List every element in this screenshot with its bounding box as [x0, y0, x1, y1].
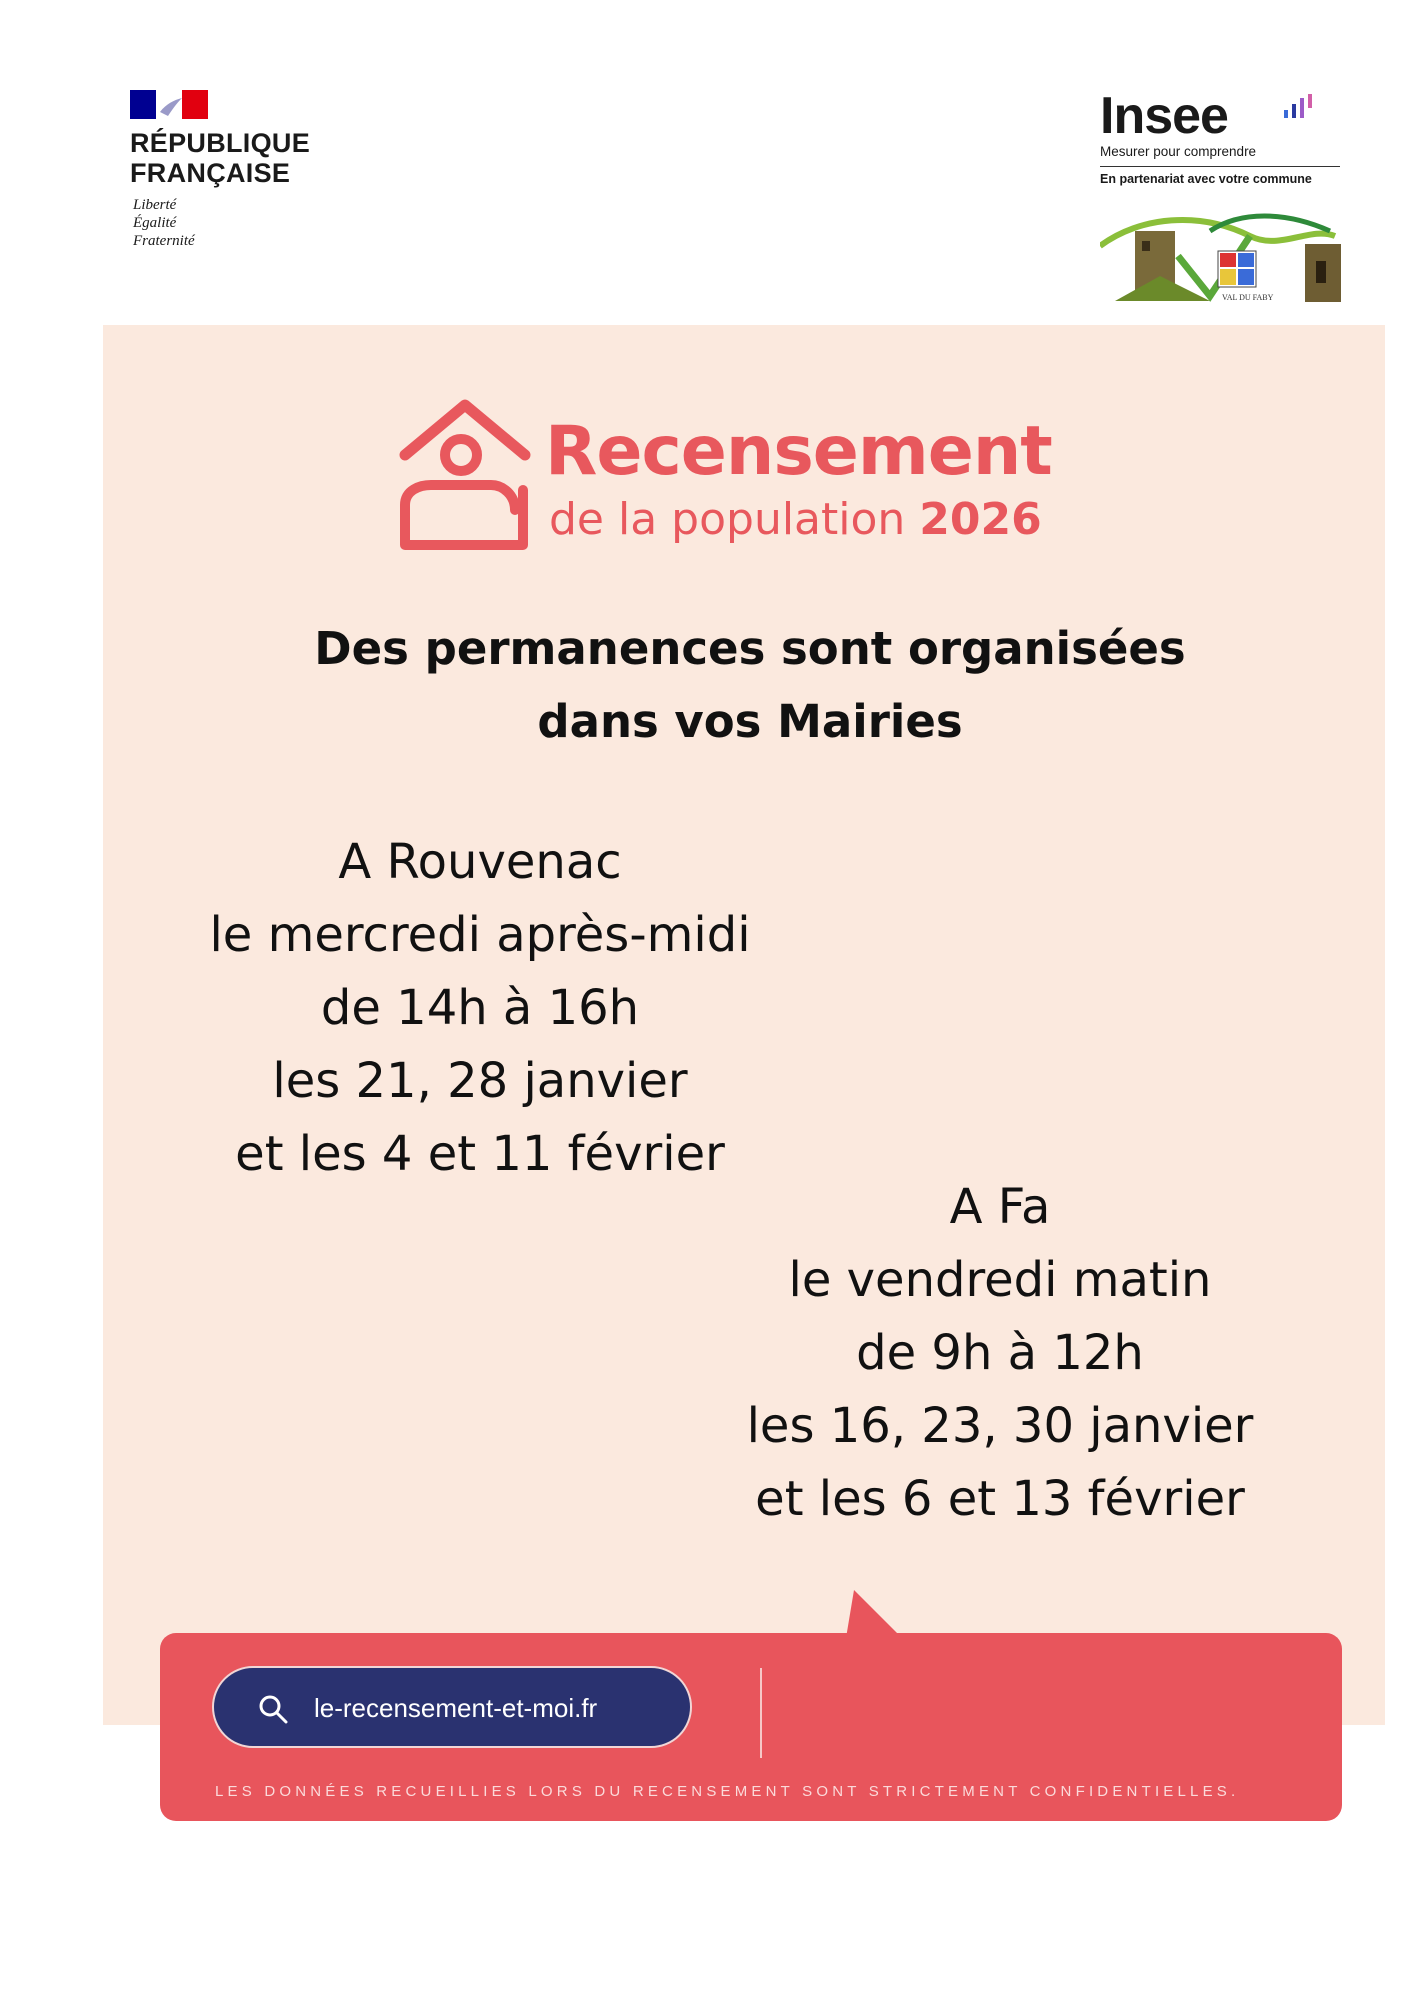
schedule-line: et les 4 et 11 février [235, 1126, 725, 1182]
schedule-fa [695, 1171, 1305, 1536]
divider [760, 1668, 762, 1758]
website-link[interactable] [212, 1666, 692, 1748]
schedule-line: les 21, 28 janvier [272, 1053, 688, 1109]
schedule-line: de 14h à 16h [320, 980, 640, 1036]
divider [1100, 166, 1340, 167]
headline [150, 612, 1350, 758]
marianne-flag-icon [130, 90, 208, 119]
insee-tagline: Mesurer pour comprendre [1100, 144, 1257, 159]
logo-subtitle-text: de la population [549, 494, 906, 545]
search-icon [258, 1694, 288, 1724]
schedule-line: A Rouvenac [338, 834, 622, 890]
website-url: le-recensement-et-moi.fr [314, 1693, 598, 1723]
rf-motto: Liberté Égalité Fraternité [133, 197, 195, 249]
headline-line-1: Des permanences sont organisées [314, 622, 1186, 675]
logo-year: 2026 [919, 494, 1042, 545]
recensement-logo [395, 395, 1095, 575]
logo-title: Recensement [545, 412, 1052, 491]
insee-logo [1100, 88, 1350, 308]
svg-text:VAL DU FABY: VAL DU FABY [1222, 293, 1274, 302]
schedule-rouvenac [150, 826, 810, 1191]
footer-banner [160, 1633, 1342, 1821]
schedule-line: le mercredi après-midi [209, 907, 751, 963]
schedule-line: le vendredi matin [788, 1252, 1212, 1308]
headline-line-2: dans vos Mairies [537, 695, 963, 748]
schedule-line: de 9h à 12h [856, 1325, 1144, 1381]
republique-francaise-logo [130, 90, 390, 260]
insee-bars-icon [1284, 94, 1314, 124]
insee-wordmark: Insee [1100, 87, 1228, 145]
logo-subtitle [549, 495, 1042, 545]
schedule-line: et les 6 et 13 février [755, 1471, 1245, 1527]
confidentiality-note: LES DONNÉES RECUEILLIES LORS DU RECENSEMENT SONT STRICTEMENT CONFIDENTIELLES. [215, 1783, 1240, 1800]
house-person-icon [395, 395, 535, 555]
rf-title: RÉPUBLIQUE FRANÇAISE [130, 128, 311, 188]
commune-logo [1100, 206, 1350, 306]
schedule-line: les 16, 23, 30 janvier [746, 1398, 1254, 1454]
insee-partner: En partenariat avec votre commune [1100, 172, 1312, 186]
speech-bubble-tail [846, 1590, 906, 1638]
schedule-line: A Fa [949, 1179, 1051, 1235]
